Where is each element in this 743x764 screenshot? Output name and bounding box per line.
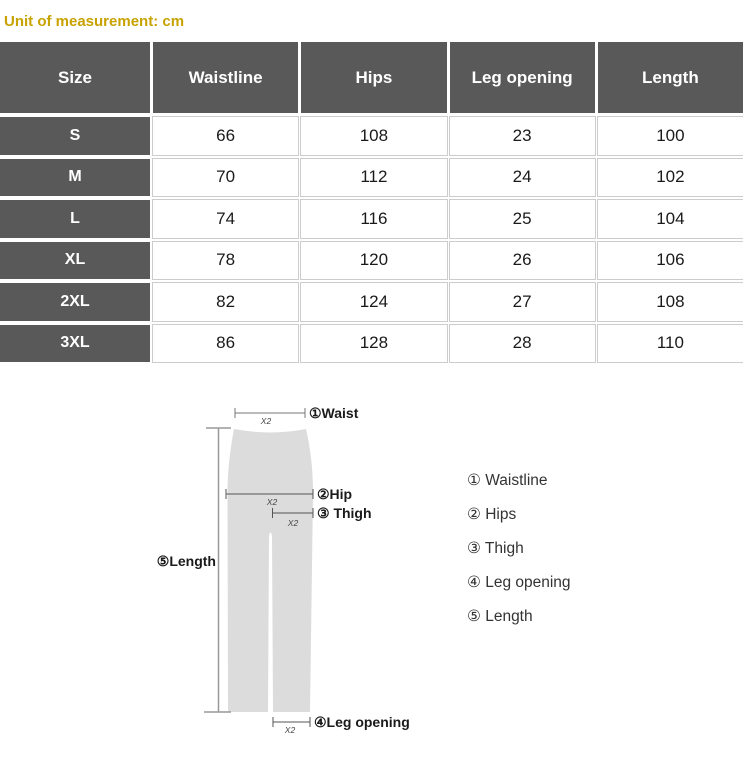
- column-header-hips: Hips: [301, 42, 446, 113]
- length-callout: ⑤Length: [156, 553, 216, 569]
- length-measure-line: [204, 428, 231, 712]
- cell-waistline: 82: [153, 283, 298, 321]
- row-size-label: S: [0, 117, 150, 155]
- cell-waistline: 70: [153, 159, 298, 197]
- cell-length: 106: [598, 242, 743, 280]
- thigh-callout: ③ Thigh: [317, 505, 372, 521]
- row-size-label: L: [0, 200, 150, 238]
- thigh-x2-label: X2: [287, 518, 299, 528]
- legend-item-length: ⑤ Length: [467, 608, 533, 625]
- row-size-label: 2XL: [0, 283, 150, 321]
- legend-item-waistline: ① Waistline: [467, 472, 548, 489]
- cell-leg-opening: 27: [450, 283, 595, 321]
- legend-item-leg-opening: ④ Leg opening: [467, 574, 571, 591]
- row-size-label: 3XL: [0, 325, 150, 363]
- cell-waistline: 78: [153, 242, 298, 280]
- cell-length: 110: [598, 325, 743, 363]
- pants-measurement-diagram: [0, 384, 743, 764]
- leg-opening-callout: ④Leg opening: [314, 714, 410, 730]
- leg-opening-x2-label: X2: [284, 725, 296, 735]
- cell-leg-opening: 24: [450, 159, 595, 197]
- pants-silhouette: [228, 429, 314, 712]
- cell-length: 100: [598, 117, 743, 155]
- cell-hips: 120: [301, 242, 446, 280]
- cell-hips: 124: [301, 283, 446, 321]
- cell-length: 102: [598, 159, 743, 197]
- size-table: [0, 42, 743, 362]
- cell-hips: 128: [301, 325, 446, 363]
- cell-length: 108: [598, 283, 743, 321]
- cell-hips: 108: [301, 117, 446, 155]
- waist-x2-label: X2: [260, 416, 272, 426]
- row-size-label: M: [0, 159, 150, 197]
- cell-leg-opening: 26: [450, 242, 595, 280]
- legend-item-hips: ② Hips: [467, 506, 517, 523]
- cell-waistline: 66: [153, 117, 298, 155]
- hip-x2-label: X2: [266, 497, 278, 507]
- cell-waistline: 86: [153, 325, 298, 363]
- column-header-size: Size: [0, 42, 150, 113]
- cell-hips: 112: [301, 159, 446, 197]
- hip-callout: ②Hip: [317, 486, 353, 502]
- legend-item-thigh: ③ Thigh: [467, 540, 524, 557]
- waist-callout: ①Waist: [309, 405, 359, 421]
- cell-hips: 116: [301, 200, 446, 238]
- cell-leg-opening: 25: [450, 200, 595, 238]
- column-header-waistline: Waistline: [153, 42, 298, 113]
- column-header-leg-opening: Leg opening: [450, 42, 595, 113]
- cell-leg-opening: 28: [450, 325, 595, 363]
- row-size-label: XL: [0, 242, 150, 280]
- cell-length: 104: [598, 200, 743, 238]
- cell-waistline: 74: [153, 200, 298, 238]
- cell-leg-opening: 23: [450, 117, 595, 155]
- column-header-length: Length: [598, 42, 743, 113]
- unit-of-measurement-note: Unit of measurement: cm: [4, 13, 185, 30]
- measurement-legend: [467, 471, 571, 627]
